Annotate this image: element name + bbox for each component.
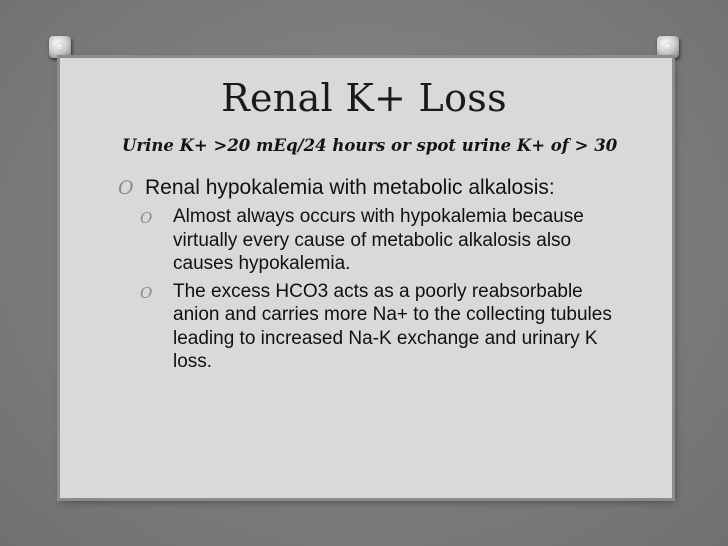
sub-bullet-text: Almost always occurs with hypokalemia because virtually every cause of metabolic alkalosis also causes hypokalemia. (173, 206, 584, 274)
pushpin-icon (49, 36, 71, 58)
slide-title: Renal K+ Loss (221, 76, 507, 120)
sub-bullet-point (118, 205, 618, 276)
slide-content (118, 175, 618, 374)
bullet-icon: O (118, 177, 134, 199)
slide-subtitle: Urine K+ >20 mEq/24 hours or spot urine K+ of > 30 (122, 136, 618, 155)
bullet-point (118, 175, 618, 201)
bullet-text: Renal hypokalemia with metabolic alkalosis: (145, 176, 555, 199)
bullet-icon: O (140, 209, 153, 227)
sub-bullet-text: The excess HCO3 acts as a poorly reabsorbable anion and carries more Na+ to the collecting tubules leading to increased Na-K exchange and urinary K loss. (173, 280, 612, 372)
sub-bullet-point (118, 280, 618, 374)
pushpin-icon (657, 36, 679, 58)
bullet-icon: O (140, 283, 153, 302)
